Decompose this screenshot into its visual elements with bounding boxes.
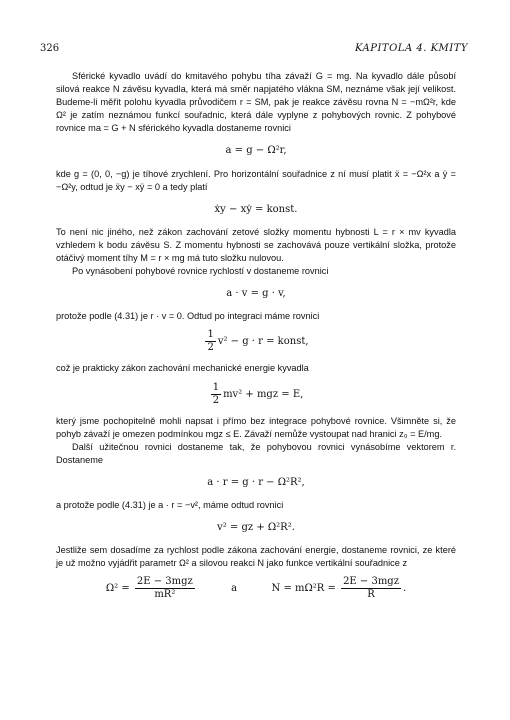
paragraph: Sférické kyvadlo uvádí do kmitavého pohybu tíha závaží G = mg. Na kyvadlo dále působí silová reakce N závěsu kyvadla, která má směr napjatého vlákna SM, neznáme však její velikost. Budeme-li měřit polohu kyvadla průvodičem r = SM, pak je reakce závěsu rovna N = −mΩ²r, kde Ω² je zatím neznámou funkcí souřadnic, která dále vyplyne z pohybových rovnic. Z pohybové rovnice ma = G + N sférického kyvadla dostaneme rovnici (56, 71, 456, 134)
equation-text: Ω² = (105, 583, 130, 595)
page-number: 326 (40, 43, 60, 54)
fraction-denominator: R (367, 589, 375, 601)
paragraph: Po vynásobení pohybové rovnice rychlostí v dostaneme rovnici (72, 266, 329, 277)
equation (56, 382, 456, 407)
paragraph: což je prakticky zákon zachování mechanické energie kyvadla (56, 363, 309, 374)
equation: v² = gz + Ω²R². (217, 522, 295, 534)
chapter-title: KAPITOLA 4. KMITY (354, 43, 468, 54)
paragraph: To není nic jiného, než zákon zachování zetové složky momentu hybnosti L = r × mv kyvadla vzhledem k bodu závěsu S. Z momentu hybnosti se zachovává pouze vertikální složka, protože otáčivý moment tíhy M = r × mg má tuto složku nulovou. (56, 226, 456, 264)
fraction-numerator: 1 (212, 381, 220, 393)
equation (56, 576, 456, 601)
equation: a · v = g · v, (226, 288, 286, 300)
fraction-denominator: 2 (212, 394, 220, 406)
page-header (40, 43, 468, 57)
equation: a = g − Ω²r, (225, 145, 287, 157)
fraction-numerator: 2E − 3mgz (136, 576, 193, 588)
paragraph: který jsme pochopitelně mohli napsat i přímo bez integrace pohybové rovnice. Všimněte si, že pohyb závaží je omezen podmínkou mgz ≤ E. Závaží nemůže vystoupat nad hranici z₀ = E/mg. (56, 415, 456, 439)
fraction-denominator: mR² (154, 589, 176, 601)
fraction-denominator: 2 (207, 342, 214, 354)
paragraph: kde g = (0, 0, −g) je tíhové zrychlení. Pro horizontální souřadnice z ní musí platit ẍ = −Ω²x a ÿ = −Ω²y, odtud je ẍy − xÿ = 0 a tedy platí (56, 168, 456, 192)
paragraph: a protože podle (4.31) je a · r = −v², máme odtud rovnici (56, 499, 284, 510)
equation (56, 329, 456, 354)
equation-text: . (402, 583, 407, 595)
equation-text: a (231, 583, 238, 595)
equation-text: mv² + mgz = E, (223, 388, 304, 400)
fraction (341, 576, 401, 601)
fraction-numerator: 1 (207, 329, 214, 341)
equation: ẋy − xẏ = konst. (214, 203, 298, 215)
paragraph: Další užitečnou rovnici dostaneme tak, že pohybovou rovnici vynásobíme vektorem r. Dostaneme (56, 441, 456, 465)
paragraph: protože podle (4.31) je r · v = 0. Odtud po integraci máme rovnici (56, 311, 320, 322)
paragraph: Jestliže sem dosadíme za rychlost podle zákona zachování energie, dostaneme rovnici, ze které je už možno vyjádřit parametr Ω² a silovou reakci N jako funkce vertikální souřadnice z (56, 545, 456, 569)
equation: a · r = g · r − Ω²R², (207, 476, 305, 488)
fraction (135, 576, 195, 601)
page-body (56, 70, 456, 609)
fraction-numerator: 2E − 3mgz (343, 576, 399, 588)
fraction (205, 329, 215, 354)
equation-text: v² − g · r = konst, (217, 336, 309, 348)
fraction (211, 382, 221, 407)
equation-text: N = mΩ²R = (271, 583, 336, 595)
